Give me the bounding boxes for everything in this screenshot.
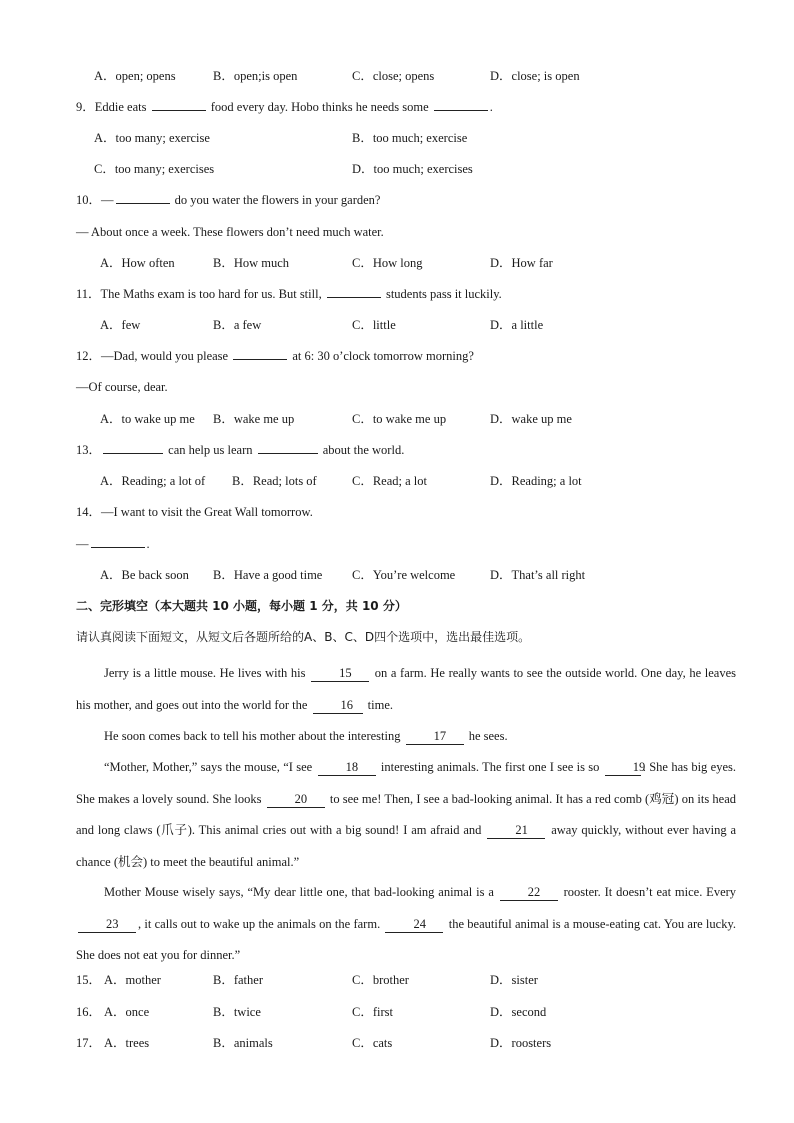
q14-option-b[interactable]: B．Have a good time — [213, 568, 323, 582]
q13-text-a: can help us learn — [168, 443, 253, 457]
q16-option-b[interactable]: B．twice — [213, 1005, 261, 1019]
passage-p3-text-c: . She has big eyes. She makes a lovely sound. She looks — [76, 760, 736, 806]
q9-option-b[interactable]: B．too much; exercise — [352, 131, 468, 145]
q14-answer-dash: — — [76, 537, 89, 551]
q12-text-a: —Dad, would you please — [101, 349, 229, 363]
q10-text-b: do you water the flowers in your garden? — [174, 193, 381, 207]
passage-p3-text-b: interesting animals. The first one I see is so — [380, 760, 600, 774]
q10-option-d[interactable]: D．How far — [490, 256, 553, 270]
q17-option-d[interactable]: D．roosters — [490, 1036, 552, 1050]
q11-number: 11． — [76, 287, 101, 301]
q13-number: 13． — [76, 443, 102, 457]
q14-option-d[interactable]: D．That’s all right — [490, 568, 586, 582]
q14-blank[interactable] — [91, 547, 145, 548]
q12-option-b[interactable]: B．wake me up — [213, 412, 295, 426]
q10-text-a: — — [101, 193, 114, 207]
q8-option-c[interactable]: C．close; opens — [352, 69, 435, 83]
passage-p2-text-a: He soon comes back to tell his mother about the interesting — [104, 729, 401, 743]
q12-option-c[interactable]: C．to wake me up — [352, 412, 447, 426]
q9-number: 9． — [76, 100, 95, 114]
q14-answer-end: . — [146, 537, 150, 551]
q12-stem — [76, 346, 736, 366]
q10-number: 10． — [76, 193, 102, 207]
q11-option-b[interactable]: B．a few — [213, 318, 262, 332]
passage-p3-text-d: to see me! Then, I see a bad-looking animal. It has a red comb (鸡冠) on its head and long claws (爪子). This animal cries out with a big sound! I am afraid and — [76, 791, 737, 837]
q11-stem — [76, 284, 736, 304]
q12-answer-line: —Of course, dear. — [76, 380, 168, 394]
q15-option-c[interactable]: C．brother — [352, 973, 409, 987]
q9-text-a: Eddie eats — [94, 100, 147, 114]
blank-23[interactable]: 23 — [78, 917, 136, 933]
passage-p4-text-c: , it calls out to wake up the animals on the farm. — [138, 916, 381, 931]
q13-text-b: about the world. — [322, 443, 405, 457]
q10-option-a[interactable]: A．How often — [100, 256, 175, 270]
passage-p1-text-c: time. — [367, 697, 393, 712]
q11-blank[interactable] — [327, 297, 381, 298]
q16-option-c[interactable]: C．first — [352, 1005, 393, 1019]
q9-option-d[interactable]: D．too much; exercises — [352, 162, 473, 176]
blank-22[interactable]: 22 — [500, 885, 558, 901]
q8-option-d[interactable]: D．close; is open — [490, 69, 580, 83]
q12-number: 12． — [76, 349, 102, 363]
blank-24[interactable]: 24 — [385, 917, 443, 933]
q17-option-a[interactable]: A．trees — [104, 1036, 150, 1050]
passage-paragraph-1 — [76, 658, 736, 721]
blank-17[interactable]: 17 — [406, 729, 464, 745]
passage-p1-text-a: Jerry is a little mouse. He lives with his — [104, 666, 306, 680]
q9-option-a[interactable]: A．too many; exercise — [94, 131, 210, 145]
q12-option-d[interactable]: D．wake up me — [490, 412, 572, 426]
passage-p4-text-b: rooster. It doesn’t eat mice. Every — [563, 885, 737, 899]
blank-16[interactable]: 16 — [313, 698, 363, 714]
passage-p4-text-d: the beautiful animal is a mouse-eating cat. You are lucky. She does not eat you for dinner.” — [76, 916, 737, 962]
q14-answer-line — [76, 534, 736, 554]
passage-p3-text-a: “Mother, Mother,” says the mouse, “I see — [104, 760, 313, 774]
q12-blank[interactable] — [233, 359, 287, 360]
passage-paragraph-3 — [76, 752, 736, 878]
q11-option-a[interactable]: A．few — [100, 318, 141, 332]
q9-option-c[interactable]: C．too many; exercises — [94, 162, 215, 176]
q10-option-b[interactable]: B．How much — [213, 256, 290, 270]
passage-p1-text-b: on a farm. He really wants to see the outside world. One day, he leaves his mother, and goes out into the world for the — [76, 666, 736, 712]
q17-number: 17． — [76, 1036, 102, 1050]
blank-15[interactable]: 15 — [311, 666, 369, 682]
q10-blank[interactable] — [116, 203, 170, 204]
section-2-heading: 二、完形填空（本大题共 10 小题，每小题 1 分，共 10 分） — [76, 599, 407, 613]
q13-option-d[interactable]: D．Reading; a lot — [490, 474, 582, 488]
q15-option-a[interactable]: A．mother — [104, 973, 161, 987]
blank-19[interactable]: 19 — [605, 760, 641, 776]
q9-blank-2[interactable] — [434, 110, 488, 111]
q17-option-b[interactable]: B．animals — [213, 1036, 273, 1050]
blank-21[interactable]: 21 — [487, 823, 545, 839]
passage-p4-text-a: Mother Mouse wisely says, “My dear little one, that bad-looking animal is a — [104, 885, 494, 899]
q11-option-c[interactable]: C．little — [352, 318, 396, 332]
q14-number: 14． — [76, 505, 102, 519]
q9-blank-1[interactable] — [152, 110, 206, 111]
q16-number: 16． — [76, 1005, 102, 1019]
passage-paragraph-2 — [76, 721, 736, 753]
q13-blank-1[interactable] — [103, 453, 163, 454]
q12-text-b: at 6: 30 o’clock tomorrow morning? — [292, 349, 474, 363]
q15-option-b[interactable]: B．father — [213, 973, 263, 987]
blank-18[interactable]: 18 — [318, 760, 376, 776]
q11-text-b: students pass it luckily. — [385, 287, 502, 301]
q14-stem — [76, 502, 736, 522]
passage-p2-text-b: he sees. — [468, 729, 508, 743]
q13-option-b[interactable]: B．Read; lots of — [232, 474, 317, 488]
passage-paragraph-4 — [76, 877, 736, 972]
section-2-instruction: 请认真阅读下面短文，从短文后各题所给的A、B、C、D四个选项中，选出最佳选项。 — [76, 630, 531, 644]
q11-text-a: The Maths exam is too hard for us. But still, — [100, 287, 322, 301]
q10-answer-line: — About once a week. These flowers don’t need much water. — [76, 225, 384, 239]
q13-option-a[interactable]: A．Reading; a lot of — [100, 474, 206, 488]
q8-option-a[interactable]: A．open; opens — [94, 69, 176, 83]
q15-number: 15． — [76, 973, 102, 987]
q14-option-c[interactable]: C．You’re welcome — [352, 568, 456, 582]
q12-option-a[interactable]: A．to wake up me — [100, 412, 195, 426]
q14-option-a[interactable]: A．Be back soon — [100, 568, 189, 582]
q15-option-d[interactable]: D．sister — [490, 973, 538, 987]
q8-option-b[interactable]: B．open;is open — [213, 69, 298, 83]
q14-text-a: —I want to visit the Great Wall tomorrow. — [101, 505, 313, 519]
q16-option-d[interactable]: D．second — [490, 1005, 547, 1019]
q9-text-c: . — [489, 100, 493, 114]
q9-text-b: food every day. Hobo thinks he needs some — [210, 100, 429, 114]
q13-option-c[interactable]: C．Read; a lot — [352, 474, 427, 488]
q11-option-d[interactable]: D．a little — [490, 318, 544, 332]
q9-stem — [76, 97, 736, 117]
q10-stem — [76, 190, 736, 210]
passage-p3-text-e: away quickly, without ever having a chance (机会) to meet the beautiful animal.” — [76, 823, 736, 869]
q10-option-c[interactable]: C．How long — [352, 256, 423, 270]
q17-option-c[interactable]: C．cats — [352, 1036, 393, 1050]
q13-stem — [76, 440, 736, 460]
blank-20[interactable]: 20 — [267, 792, 325, 808]
q13-blank-2[interactable] — [258, 453, 318, 454]
q16-option-a[interactable]: A．once — [104, 1005, 150, 1019]
